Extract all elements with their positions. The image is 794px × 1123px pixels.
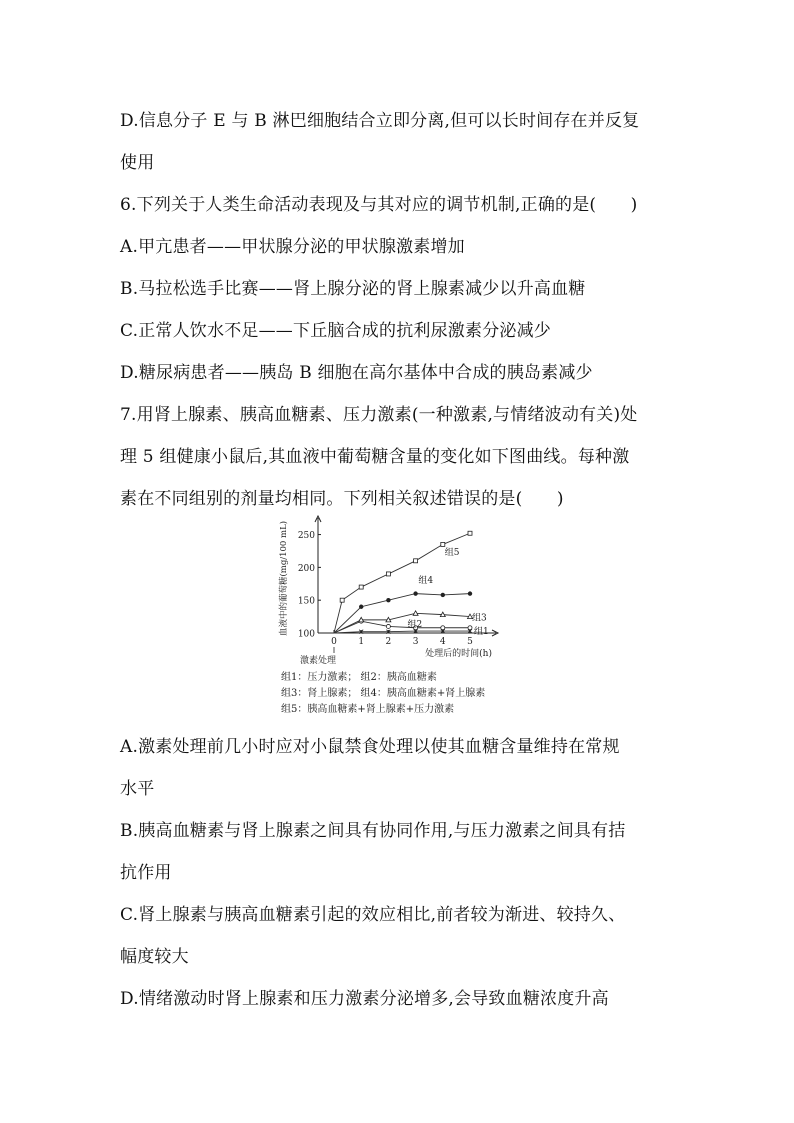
y-tick-label: 150 (297, 596, 315, 607)
data-point (340, 598, 344, 602)
option-7a-cont: 水平 (120, 779, 155, 799)
annotation-label: 激素处理 (299, 656, 337, 666)
data-point (413, 591, 417, 595)
y-axis-label: 血液中的葡萄糖(mg/100 mL) (279, 520, 289, 637)
data-point (386, 624, 390, 628)
x-tick-label: 5 (467, 637, 473, 647)
chart-legend-line: 组1：压力激素； 组2：胰高血糖素 (281, 672, 437, 683)
option-7b: B.胰高血糖素与肾上腺素之间具有协同作用,与压力激素之间具有拮 (120, 821, 626, 841)
option-6d: D.糖尿病患者——胰岛 B 细胞在高尔基体中合成的胰岛素减少 (120, 363, 593, 383)
question-7-stem: 7.用肾上腺素、胰高血糖素、压力激素(一种激素,与情绪波动有关)处 (120, 405, 638, 425)
option-7a: A.激素处理前几小时应对小鼠禁食处理以使其血糖含量维持在常规 (120, 737, 620, 757)
option-6c: C.正常人饮水不足——下丘脑合成的抗利尿激素分泌减少 (120, 321, 552, 341)
data-point (441, 542, 445, 546)
option-7c-cont: 幅度较大 (120, 947, 189, 967)
data-point (468, 626, 472, 630)
question-7-stem: 素在不同组别的剂量均相同。下列相关叙述错误的是( ) (120, 489, 564, 509)
data-point (359, 585, 363, 589)
chart-legend-line: 组5：胰高血糖素+肾上腺素+压力激素 (281, 704, 455, 715)
y-tick-label: 100 (297, 629, 315, 640)
x-tick-label: 2 (385, 637, 392, 647)
y-tick-label: 250 (297, 531, 315, 542)
option-6a: A.甲亢患者——甲状腺分泌的甲状腺激素增加 (120, 237, 465, 257)
series-label: 组1 (474, 627, 489, 638)
series-label: 组4 (418, 576, 434, 587)
option-7c: C.肾上腺素与胰高血糖素引起的效应相比,前者较为渐进、较持久、 (120, 905, 626, 925)
data-point (414, 559, 418, 563)
text-line: 使用 (120, 153, 155, 173)
text-line: D.信息分子 E 与 B 淋巴细胞结合立即分离,但可以长时间存在并反复 (120, 111, 640, 131)
x-tick-label: 1 (358, 637, 365, 647)
option-7d: D.情绪激动时肾上腺素和压力激素分泌增多,会导致血糖浓度升高 (120, 989, 609, 1009)
x-tick-label: 4 (439, 637, 446, 647)
data-point (468, 531, 472, 535)
x-tick-label: 3 (412, 637, 419, 647)
series-label: 组5 (444, 548, 460, 559)
y-tick-label: 200 (297, 563, 315, 574)
series-label: 组3 (472, 613, 487, 624)
series-line (334, 613, 470, 633)
data-point (386, 572, 390, 576)
data-point (468, 591, 472, 595)
data-point (386, 598, 390, 602)
x-tick-label: 0 (331, 637, 337, 647)
series-label: 组2 (407, 620, 423, 631)
data-point (359, 605, 363, 609)
chart-legend-line: 组3：肾上腺素； 组4：胰高血糖素+肾上腺素 (281, 688, 486, 699)
x-axis-label: 处理后的时间(h) (425, 649, 492, 659)
data-point (441, 626, 445, 630)
option-7b-cont: 抗作用 (120, 863, 172, 883)
data-point (441, 593, 445, 597)
question-6-stem: 6.下列关于人类生命活动表现及与其对应的调节机制,正确的是( ) (120, 195, 638, 215)
option-6b: B.马拉松选手比赛——肾上腺分泌的肾上腺素减少以升高血糖 (120, 279, 586, 299)
question-7-stem: 理 5 组健康小鼠后,其血液中葡萄糖含量的变化如下图曲线。每种激 (120, 447, 630, 467)
